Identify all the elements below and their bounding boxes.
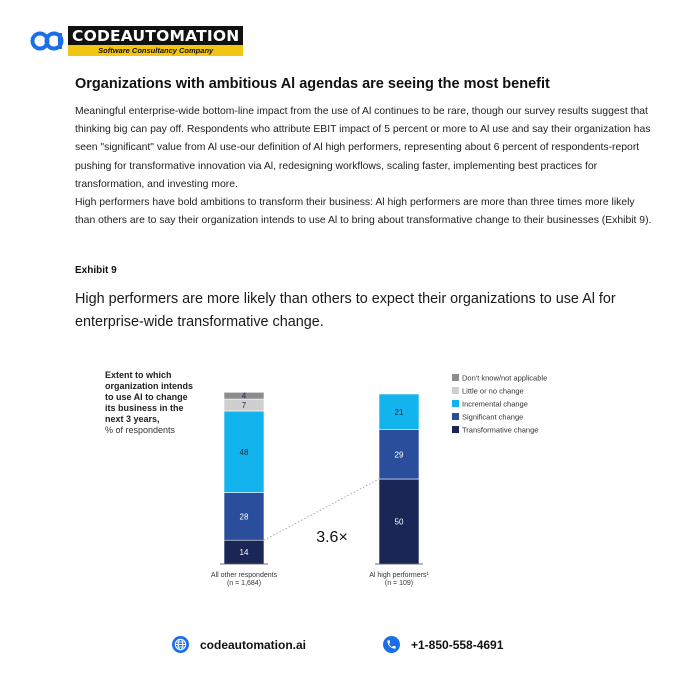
data-label: 29	[394, 450, 404, 460]
legend-label: Transformative change	[462, 425, 539, 435]
legend-label: Don't know/not applicable	[462, 373, 548, 383]
chart-title-line: organization intends	[105, 381, 194, 391]
data-label: 7	[241, 401, 247, 411]
exhibit-title: High performers are more likely than others to expect their organizations to use Al for enterprise-wide transformative change.	[75, 291, 616, 330]
paragraph-1: Meaningful enterprise-wide bottom-line impact from the use of Al continues to be rare, though our survey results suggest that thinking big can pay off. Respondents who attribute EBIT impact of 5 percent or more to Al use and say their organization has seen "significant" value from Al use-our definition of Al high performers, representing about 6 percent of respondents-report pushing for transformative innovation via Al, redesigning workflows, scaling faster, implementing best practices for transformation, and investing more.	[75, 106, 651, 190]
chart-title-line: to use Al to change	[105, 392, 188, 402]
legend-label: Little or no change	[462, 386, 524, 396]
article-heading: Organizations with ambitious Al agendas are seeing the most benefit	[75, 76, 550, 92]
category-label: Al high performers¹	[369, 572, 429, 579]
article-body	[75, 103, 655, 230]
data-label: 21	[394, 407, 404, 417]
category-label: All other respondents	[210, 572, 278, 579]
category-n-label: (n = 1,684)	[226, 580, 262, 587]
legend-label: Incremental change	[462, 399, 528, 409]
chart-title-line: its business in the	[105, 403, 184, 413]
phone-icon	[383, 636, 400, 653]
legend-swatch	[452, 413, 459, 420]
exhibit-label: Exhibit 9	[75, 265, 117, 276]
data-label: 14	[239, 548, 249, 558]
footer-phone[interactable]	[383, 636, 503, 653]
data-label: 28	[239, 512, 249, 522]
data-label: 50	[394, 517, 404, 527]
data-label: 4	[241, 391, 247, 401]
legend-swatch	[452, 387, 459, 394]
legend-swatch	[452, 374, 459, 381]
globe-icon	[172, 636, 189, 653]
brand-tagline: Software Consultancy Company	[68, 45, 243, 56]
brand-name: CODEAUTOMATION	[68, 26, 243, 45]
legend-swatch	[452, 426, 459, 433]
category-n-label: (n = 109)	[384, 580, 414, 587]
footer-website[interactable]	[172, 636, 306, 653]
logo-mark-icon	[30, 31, 64, 51]
chart-unit-label: % of respondents	[105, 425, 176, 435]
brand-logo	[30, 26, 243, 56]
data-label: 48	[239, 447, 249, 457]
phone-text: +1-850-558-4691	[411, 637, 504, 652]
chart-title-line: next 3 years,	[105, 414, 160, 424]
chart-title-line: Extent to which	[105, 370, 172, 380]
multiplier-annotation: 3.6×	[316, 529, 348, 546]
stacked-bar-chart	[0, 360, 680, 595]
paragraph-2: High performers have bold ambitions to transform their business: Al high performers are more than three times more likely than others are to say their organization intends to use Al to bring about transformative change to their businesses (Exhibit 9).	[75, 197, 652, 227]
website-text: codeautomation.ai	[200, 637, 307, 652]
legend-label: Significant change	[462, 412, 524, 422]
legend-swatch	[452, 400, 459, 407]
